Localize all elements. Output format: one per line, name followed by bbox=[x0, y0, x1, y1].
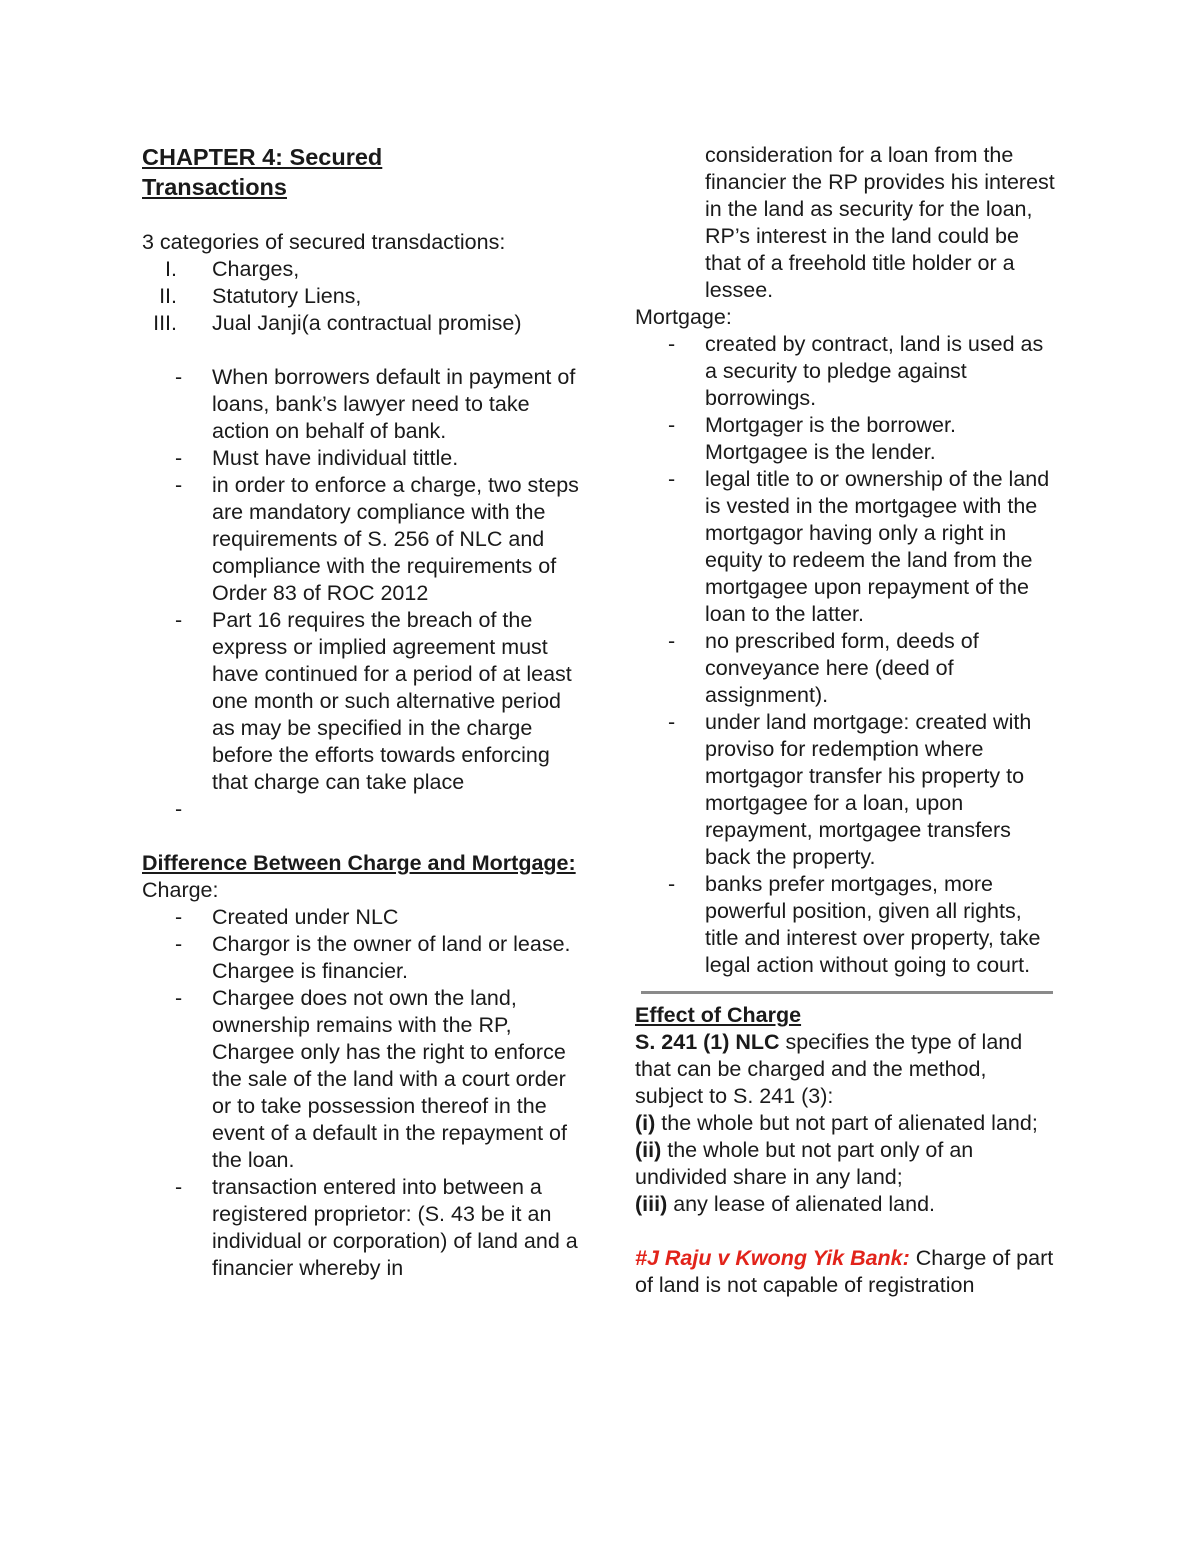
charge-notes-list bbox=[142, 364, 582, 823]
dash-bullet-icon: - bbox=[668, 872, 676, 896]
charge-label: Charge: bbox=[142, 878, 219, 902]
case-text: Charge of part of land is not capable of registration bbox=[635, 1246, 1054, 1297]
list-item-text: When borrowers default in payment of loans, bank’s lawyer need to take action on behalf of bank. bbox=[212, 365, 576, 443]
list-item-text: created by contract, land is used as a security to pledge against borrowings. bbox=[705, 332, 1044, 410]
list-item bbox=[635, 466, 1060, 628]
list-item bbox=[142, 796, 582, 823]
chapter-title: CHAPTER 4: Secured Transactions bbox=[142, 144, 383, 200]
effect-item bbox=[635, 1137, 1060, 1191]
dash-bullet-icon: - bbox=[175, 473, 183, 497]
list-item-text: Chargor is the owner of land or lease. Chargee is financier. bbox=[212, 932, 571, 983]
dash-bullet-icon: - bbox=[175, 905, 183, 929]
spacer bbox=[635, 1218, 1060, 1245]
spacer bbox=[142, 202, 582, 229]
effect-item-text: the whole but not part only of an undivided share in any land; bbox=[635, 1138, 974, 1189]
list-item-text: Chargee does not own the land, ownership remains with the RP, Chargee only has the right to enforce the sale of the land with a court order or to take possession thereof in the event of a default in the repayment of the loan. bbox=[212, 986, 567, 1172]
dash-bullet-icon: - bbox=[175, 1175, 183, 1199]
list-item bbox=[142, 931, 582, 985]
effect-item-text: any lease of alienated land. bbox=[667, 1192, 936, 1216]
dash-bullet-icon: - bbox=[175, 608, 183, 632]
list-item-text: legal title to or ownership of the land is vested in the mortgagee with the mortgagor having only a right in equity to redeem the land from the mortgagee upon repayment of the loan to the latter. bbox=[705, 467, 1050, 626]
list-item-text: consideration for a loan from the financier the RP provides his interest in the land as security for the loan, RP’s interest in the land could be that of a freehold title holder or a lessee. bbox=[705, 143, 1055, 302]
list-item-text: Charges, bbox=[212, 257, 300, 281]
effect-item bbox=[635, 1191, 1060, 1218]
categories-list bbox=[142, 256, 582, 337]
dash-bullet-icon: - bbox=[175, 365, 183, 389]
list-item bbox=[635, 871, 1060, 979]
statute-reference: S. 241 (1) NLC bbox=[635, 1030, 780, 1054]
effect-item-label: (i) bbox=[635, 1111, 656, 1135]
difference-heading: Difference Between Charge and Mortgage: bbox=[142, 851, 576, 875]
dash-bullet-icon: - bbox=[668, 629, 676, 653]
dash-bullet-icon: - bbox=[175, 932, 183, 956]
continued-list bbox=[635, 142, 1060, 304]
list-item-text: Created under NLC bbox=[212, 905, 399, 929]
dash-bullet-icon: - bbox=[175, 446, 183, 470]
case-paragraph bbox=[635, 1245, 1060, 1299]
list-item bbox=[635, 331, 1060, 412]
effect-paragraph bbox=[635, 1029, 1060, 1110]
list-item-text: Mortgager is the borrower. Mortgagee is the lender. bbox=[705, 413, 956, 464]
dash-bullet-icon: - bbox=[668, 413, 676, 437]
dash-bullet-icon: - bbox=[668, 467, 676, 491]
list-number: III. bbox=[153, 311, 177, 335]
list-item bbox=[142, 1174, 582, 1282]
list-item-text: Must have individual tittle. bbox=[212, 446, 459, 470]
list-item-text: banks prefer mortgages, more powerful position, given all rights, title and interest over property, take legal action without going to court. bbox=[705, 872, 1041, 977]
effect-item bbox=[635, 1110, 1060, 1137]
list-item bbox=[635, 412, 1060, 466]
right-column bbox=[635, 142, 1060, 1299]
categories-intro: 3 categories of secured transdactions: bbox=[142, 230, 506, 254]
list-item bbox=[142, 472, 582, 607]
list-item bbox=[142, 283, 582, 310]
list-item bbox=[142, 985, 582, 1174]
charge-list bbox=[142, 904, 582, 1282]
dash-bullet-icon: - bbox=[668, 710, 676, 734]
list-number: I. bbox=[165, 257, 177, 281]
list-item bbox=[635, 709, 1060, 871]
case-name: #J Raju v Kwong Yik Bank: bbox=[635, 1246, 910, 1270]
list-item bbox=[142, 445, 582, 472]
list-item bbox=[142, 310, 582, 337]
list-item-text: in order to enforce a charge, two steps are mandatory compliance with the requirements of S. 256 of NLC and compliance with the requirements of Order 83 of ROC 2012 bbox=[212, 473, 579, 605]
list-item-text: Statutory Liens, bbox=[212, 284, 362, 308]
list-item bbox=[635, 628, 1060, 709]
dash-bullet-icon: - bbox=[668, 332, 676, 356]
effect-item-label: (iii) bbox=[635, 1192, 668, 1216]
mortgage-label: Mortgage: bbox=[635, 305, 732, 329]
effect-heading: Effect of Charge bbox=[635, 1003, 802, 1027]
left-column bbox=[142, 142, 582, 1282]
list-item bbox=[142, 256, 582, 283]
mortgage-list bbox=[635, 331, 1060, 979]
spacer bbox=[142, 337, 582, 364]
effect-text: specifies the type of land that can be charged and the method, subject to S. 241 (3): bbox=[635, 1030, 1023, 1108]
list-item-text: transaction entered into between a registered proprietor: (S. 43 be it an individual or corporation) of land and a financier whereby in bbox=[212, 1175, 578, 1280]
list-item-text: under land mortgage: created with proviso for redemption where mortgagor transfer his property to mortgagee for a loan, upon repayment, mortgagee transfers back the property. bbox=[705, 710, 1032, 869]
list-item-text: no prescribed form, deeds of conveyance here (deed of assignment). bbox=[705, 629, 979, 707]
dash-bullet-icon: - bbox=[175, 797, 183, 821]
effect-item-label: (ii) bbox=[635, 1138, 662, 1162]
horizontal-divider bbox=[641, 991, 1053, 994]
list-item-text: Part 16 requires the breach of the express or implied agreement must have continued for a period of at least one month or such alternative period as may be specified in the charge before the efforts towards enforcing that charge can take place bbox=[212, 608, 572, 794]
list-item bbox=[142, 364, 582, 445]
list-item bbox=[142, 904, 582, 931]
effect-item-text: the whole but not part of alienated land; bbox=[655, 1111, 1038, 1135]
list-item-continuation bbox=[635, 142, 1060, 304]
dash-bullet-icon: - bbox=[175, 986, 183, 1010]
list-item bbox=[142, 607, 582, 796]
list-number: II. bbox=[159, 284, 177, 308]
spacer bbox=[142, 823, 582, 850]
list-item-text: Jual Janji(a contractual promise) bbox=[212, 311, 522, 335]
